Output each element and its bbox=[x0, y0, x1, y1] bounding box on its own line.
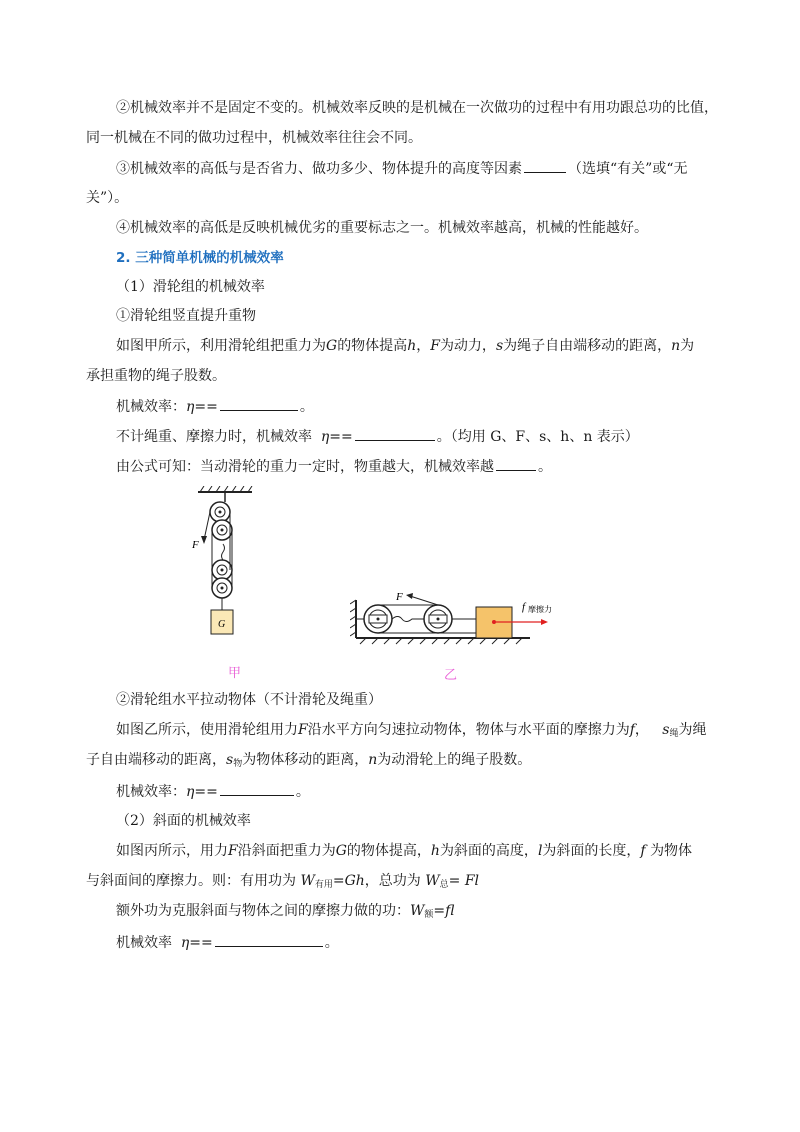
subsection-item bbox=[116, 690, 382, 710]
text: ①滑轮组竖直提升重物 bbox=[116, 308, 256, 324]
paragraph-cont bbox=[86, 366, 226, 386]
section-heading bbox=[116, 248, 284, 268]
var: G bbox=[335, 843, 347, 859]
answer-blank[interactable] bbox=[524, 158, 566, 173]
text: 机械效率： bbox=[116, 399, 186, 415]
var: Gh bbox=[344, 873, 365, 889]
var: F bbox=[298, 722, 308, 738]
var: η bbox=[180, 935, 190, 951]
text: ， bbox=[634, 722, 649, 738]
text: 额外功为克服斜面与物体之间的摩擦力做的功： bbox=[116, 903, 410, 919]
var: W bbox=[300, 873, 315, 889]
caption-yi: 乙 bbox=[444, 668, 458, 683]
var: η bbox=[186, 399, 195, 415]
var: F bbox=[430, 338, 440, 354]
text: 。 bbox=[538, 459, 552, 475]
figure-jia-pulley bbox=[190, 486, 260, 646]
formula-line bbox=[116, 426, 639, 447]
text: （1）滑轮组的机械效率 bbox=[116, 279, 265, 295]
text: 为物体移动的距离， bbox=[242, 752, 369, 768]
text: 。 bbox=[299, 399, 314, 415]
text: 的物体提高， bbox=[346, 843, 431, 859]
text: = bbox=[448, 873, 461, 889]
text: == bbox=[189, 935, 213, 951]
subsection-title bbox=[116, 811, 251, 831]
subscript: 总 bbox=[439, 880, 449, 890]
answer-blank[interactable] bbox=[355, 426, 435, 441]
answer-blank[interactable] bbox=[215, 932, 323, 947]
text: ， bbox=[416, 338, 431, 354]
text: ，总功为 bbox=[364, 873, 421, 889]
text: 如图丙所示，用力 bbox=[116, 843, 228, 859]
var: n bbox=[671, 338, 681, 354]
text: == bbox=[329, 429, 353, 445]
text: = bbox=[332, 873, 345, 889]
answer-blank[interactable] bbox=[220, 396, 298, 411]
text: 不计绳重、摩擦力时，机械效率 bbox=[116, 429, 312, 445]
text: == bbox=[194, 399, 218, 415]
text: 机械效率： bbox=[116, 784, 186, 800]
var: G bbox=[326, 338, 338, 354]
text: ②滑轮组水平拉动物体（不计滑轮及绳重） bbox=[116, 692, 382, 708]
text: （选填“有关”或“无 bbox=[568, 161, 688, 177]
text: 沿斜面把重力为 bbox=[237, 843, 336, 859]
text: = bbox=[433, 903, 446, 919]
text: 为绳 bbox=[678, 722, 707, 738]
var: fl bbox=[445, 903, 455, 919]
subscript: 有用 bbox=[314, 880, 333, 890]
text: 的物体提高 bbox=[337, 338, 408, 354]
text: 同一机械在不同的做功过程中，机械效率往往会不同。 bbox=[86, 130, 422, 146]
text: 。 bbox=[295, 784, 310, 800]
text: （2）斜面的机械效率 bbox=[116, 813, 251, 829]
text: 沿水平方向匀速拉动物体，物体与水平面的摩擦力为 bbox=[307, 722, 630, 738]
formula-line bbox=[116, 781, 310, 802]
text: 。 bbox=[324, 935, 339, 951]
paragraph bbox=[116, 456, 552, 477]
var: s bbox=[662, 722, 670, 738]
text: 如图乙所示，使用滑轮组用力 bbox=[116, 722, 298, 738]
formula-line bbox=[116, 396, 314, 417]
var: h bbox=[430, 843, 440, 859]
paragraph-point-4 bbox=[116, 218, 648, 238]
paragraph bbox=[116, 901, 454, 925]
formula-line bbox=[116, 932, 339, 953]
answer-blank[interactable] bbox=[220, 781, 294, 796]
text: ④机械效率的高低是反映机械优劣的重要标志之一。机械效率越高，机械的性能越好。 bbox=[116, 220, 648, 236]
paragraph-cont bbox=[86, 871, 479, 895]
text: 关”）。 bbox=[86, 190, 129, 206]
var: s bbox=[495, 338, 504, 354]
paragraph bbox=[116, 841, 692, 861]
paragraph-point-2-cont bbox=[86, 128, 422, 148]
caption-jia: 甲 bbox=[228, 666, 242, 681]
paragraph-point-3 bbox=[116, 158, 687, 179]
weight-label: G bbox=[218, 619, 226, 630]
figure-yi-pulley bbox=[350, 588, 590, 646]
paragraph bbox=[116, 720, 706, 744]
text: 为动力， bbox=[439, 338, 496, 354]
paragraph-point-3-cont bbox=[86, 188, 128, 208]
text: 由公式可知：当动滑轮的重力一定时，物重越大，机械效率越 bbox=[116, 459, 494, 475]
var: η bbox=[320, 429, 330, 445]
subsection-title bbox=[116, 277, 265, 297]
force-label: F bbox=[396, 591, 403, 603]
var: W bbox=[410, 903, 425, 919]
var: Fl bbox=[464, 873, 480, 889]
text: 承担重物的绳子股数。 bbox=[86, 368, 226, 384]
text: 为绳子自由端移动的距离， bbox=[503, 338, 672, 354]
text: 。（均用 G、F、s、h、n 表示） bbox=[436, 429, 639, 445]
answer-blank[interactable] bbox=[496, 456, 536, 471]
force-label: F bbox=[192, 539, 199, 551]
subscript: 额 bbox=[424, 910, 434, 920]
friction-subscript: 摩擦力 bbox=[528, 605, 552, 614]
var: η bbox=[186, 784, 195, 800]
text: == bbox=[194, 784, 218, 800]
text: 机械效率 bbox=[116, 935, 172, 951]
subscript: 物 bbox=[233, 759, 243, 769]
text: 如图甲所示，利用滑轮组把重力为 bbox=[116, 338, 326, 354]
text: ②机械效率并不是固定不变的。机械效率反映的是机械在一次做功的过程中有用功跟总功的比值， bbox=[116, 100, 718, 116]
text: 子自由端移动的距离， bbox=[86, 752, 226, 768]
text: 为 bbox=[680, 338, 695, 354]
text: 为斜面的高度， bbox=[439, 843, 538, 859]
var: h bbox=[407, 338, 417, 354]
var: f bbox=[629, 722, 635, 738]
var: n bbox=[368, 752, 378, 768]
var: l bbox=[537, 843, 543, 859]
paragraph bbox=[116, 336, 694, 356]
text: 为物体 bbox=[650, 843, 693, 859]
friction-label: f bbox=[522, 601, 526, 613]
var: f bbox=[640, 843, 646, 859]
var: F bbox=[228, 843, 238, 859]
paragraph-point-2 bbox=[116, 98, 718, 118]
var: s bbox=[226, 752, 234, 768]
text: ③机械效率的高低与是否省力、做功多少、物体提升的高度等因素 bbox=[116, 161, 522, 177]
subscript: 绳 bbox=[669, 729, 679, 739]
subsection-item bbox=[116, 306, 256, 326]
text: 为动滑轮上的绳子股数。 bbox=[377, 752, 532, 768]
text: 与斜面间的摩擦力。则：有用功为 bbox=[86, 873, 296, 889]
text: 为斜面的长度， bbox=[542, 843, 641, 859]
heading-text: 2. 三种简单机械的机械效率 bbox=[116, 250, 284, 266]
paragraph-cont bbox=[86, 750, 531, 774]
var: W bbox=[425, 873, 440, 889]
